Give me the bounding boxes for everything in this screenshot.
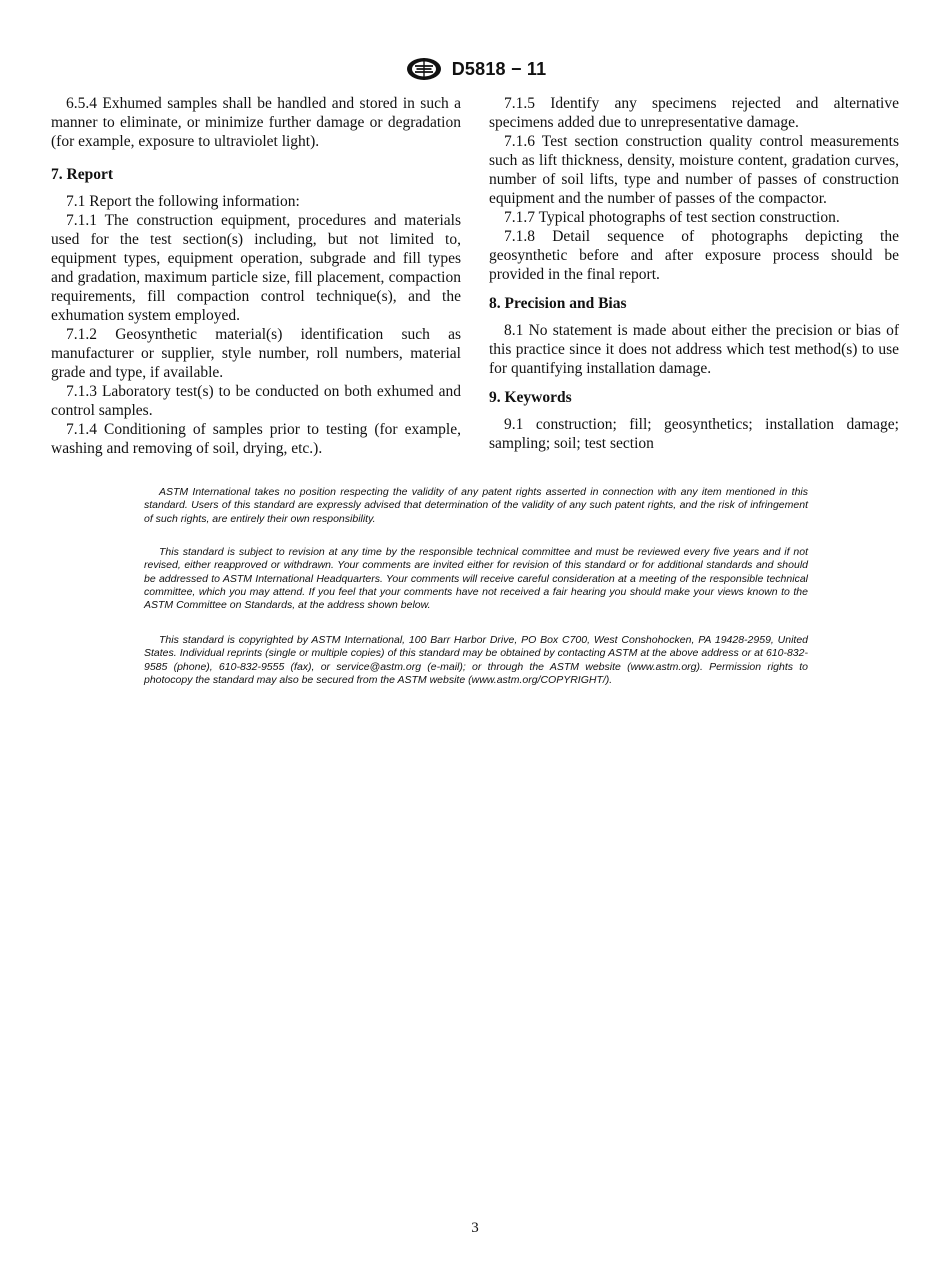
paragraph-7-1-6: 7.1.6 Test section construction quality control measurements such as lift thickness, density, moisture content, gradation curves, number of soil lifts, type and number of passes of construction equipment and the number of passes of the compactor. xyxy=(489,133,899,207)
section-heading-report: 7. Report xyxy=(51,166,113,183)
document-id: D5818 − 11 xyxy=(451,58,547,79)
section-heading-precision-bias: 8. Precision and Bias xyxy=(489,295,627,312)
revision-notice-text: This standard is subject to revision at any time by the responsible technical committee and must be reviewed every five years and if not revised, either reapproved or withdrawn. Your comments are invited either for revision of this standard or for additional standards and should be addressed to ASTM International Headquarters. Your comments will receive careful consideration at a meeting of the responsible technical committee, which you may attend. If you feel that your comments have not received a fair hearing you should make your views known to the ASTM Committee on Standards, at the address shown below. xyxy=(144,546,808,612)
paragraph-8-1: 8.1 No statement is made about either the precision or bias of this practice since it does not address which test method(s) to use for quantifying installation damage. xyxy=(489,322,899,377)
paragraph-9-1: 9.1 construction; fill; geosynthetics; installation damage; sampling; soil; test section xyxy=(489,416,899,452)
patent-notice-text: ASTM International takes no position respecting the validity of any patent rights asserted in connection with any item mentioned in this standard. Users of this standard are expressly advised that determination of the validity of any such patent rights, and the risk of infringement of such rights, are entirely their own responsibility. xyxy=(144,486,808,525)
paragraph-6-5-4: 6.5.4 Exhumed samples shall be handled and stored in such a manner to eliminate, or minimize further damage or degradation (for example, exposure to ultraviolet light). xyxy=(51,95,461,150)
patent-notice xyxy=(144,486,808,526)
paragraph-7-1-4: 7.1.4 Conditioning of samples prior to testing (for example, washing and removing of soil, drying, etc.). xyxy=(51,421,461,457)
section-heading-keywords: 9. Keywords xyxy=(489,389,572,406)
paragraph-7-1: 7.1 Report the following information: xyxy=(66,193,300,210)
document-header xyxy=(0,54,950,84)
paragraph-7-1-8: 7.1.8 Detail sequence of photographs depicting the geosynthetic before and after exposure process should be provided in the final report. xyxy=(489,228,899,283)
page-number: 3 xyxy=(471,1220,479,1236)
copyright-notice-text: This standard is copyrighted by ASTM International, 100 Barr Harbor Drive, PO Box C700, West Conshohocken, PA 19428-2959, United States. Individual reprints (single or multiple copies) of this standard may be obtained by contacting ASTM at the above address or at 610-832-9585 (phone), 610-832-9555 (fax), or service@astm.org (e-mail); or through the ASTM website (www.astm.org). Permission rights to photocopy the standard may also be secured from the ASTM website (www.astm.org/COPYRIGHT/). xyxy=(144,634,808,686)
revision-notice xyxy=(144,546,808,612)
paragraph-7-1-5: 7.1.5 Identify any specimens rejected and alternative specimens added due to unrepresentative damage. xyxy=(489,95,899,131)
right-column xyxy=(489,94,899,453)
paragraph-7-1-3: 7.1.3 Laboratory test(s) to be conducted on both exhumed and control samples. xyxy=(51,383,461,419)
left-column xyxy=(51,94,461,458)
paragraph-7-1-2: 7.1.2 Geosynthetic material(s) identification such as manufacturer or supplier, style number, roll numbers, material grade and type, if available. xyxy=(51,326,461,381)
paragraph-7-1-7: 7.1.7 Typical photographs of test section construction. xyxy=(504,209,840,226)
paragraph-7-1-1: 7.1.1 The construction equipment, procedures and materials used for the test section(s) including, but not limited to, equipment types, equipment operation, subgrade and fill types and gradation, maximum particle size, fill placement, compaction requirements, fill compaction control technique(s), and the exhumation system employed. xyxy=(51,212,461,324)
astm-logo-icon xyxy=(404,56,444,82)
copyright-notice xyxy=(144,634,808,687)
